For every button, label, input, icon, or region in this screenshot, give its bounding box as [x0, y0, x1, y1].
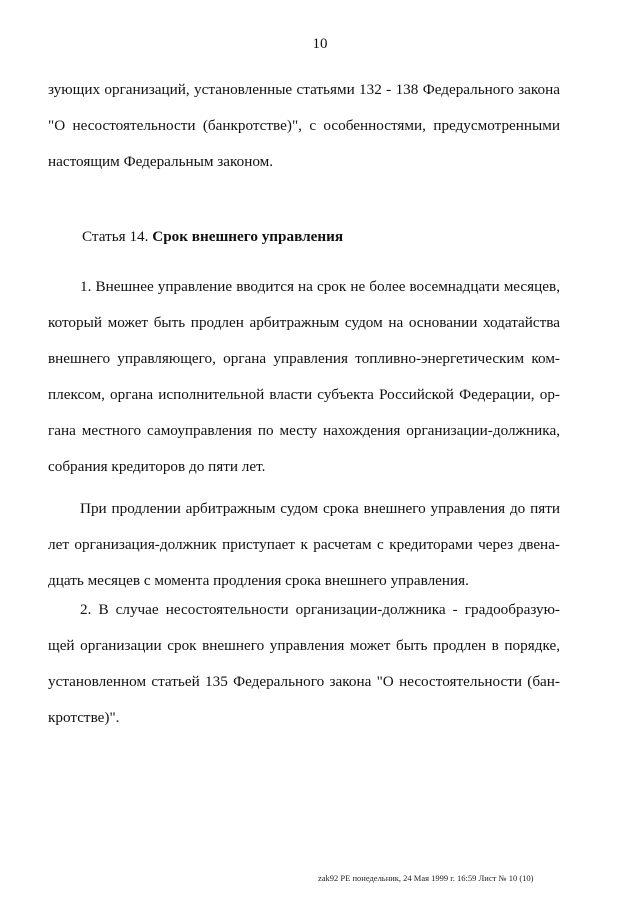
text-line: щей организации срок внешнего управления может быть продлен в порядке, — [48, 637, 560, 654]
text-line: дцать месяцев с момента продления срока внешнего управления. — [48, 572, 469, 589]
text-line: настоящим Федеральным законом. — [48, 153, 274, 170]
text-line: который может быть продлен арбитражным судом на основании ходатайства — [48, 314, 560, 331]
text-line: При продлении арбитражным судом срока внешнего управления до пяти — [80, 500, 560, 517]
text-line: 1. Внешнее управление вводится на срок не более восемнадцати месяцев, — [80, 278, 560, 295]
text-line: "О несостоятельности (банкротстве)", с особенностями, предусмотренными — [48, 117, 560, 134]
paragraph-3 — [48, 592, 560, 736]
text-line: установленном статьей 135 Федерального закона "О несостоятельности (бан- — [48, 673, 560, 690]
text-line: 2. В случае несостоятельности организации-должника - градообразую- — [80, 601, 560, 618]
text-line: плексом, органа исполнительной власти субъекта Российской Федерации, ор- — [48, 386, 560, 403]
text-line: гана местного самоуправления по месту нахождения организации-должника, — [48, 422, 560, 439]
text-line: внешнего управляющего, органа управления топливно-энергетическим ком- — [48, 350, 560, 367]
print-footer: zak92 PE понедельник, 24 Мая 1999 г. 16:59 Лист № 10 (10) — [318, 873, 534, 883]
page-number: 10 — [312, 36, 328, 52]
continued-paragraph — [48, 72, 560, 180]
paragraph-1 — [48, 269, 560, 485]
text-line: лет организация-должник приступает к расчетам с кредиторами через двена- — [48, 536, 560, 553]
article-heading — [82, 222, 343, 252]
paragraph-2 — [48, 491, 560, 599]
article-title: Срок внешнего управления — [152, 228, 344, 245]
article-number: Статья 14. — [82, 228, 149, 245]
text-line: зующих организаций, установленные статьями 132 - 138 Федерального закона — [48, 81, 560, 98]
text-line: собрания кредиторов до пяти лет. — [48, 458, 266, 475]
text-line: кротстве)". — [48, 709, 120, 726]
